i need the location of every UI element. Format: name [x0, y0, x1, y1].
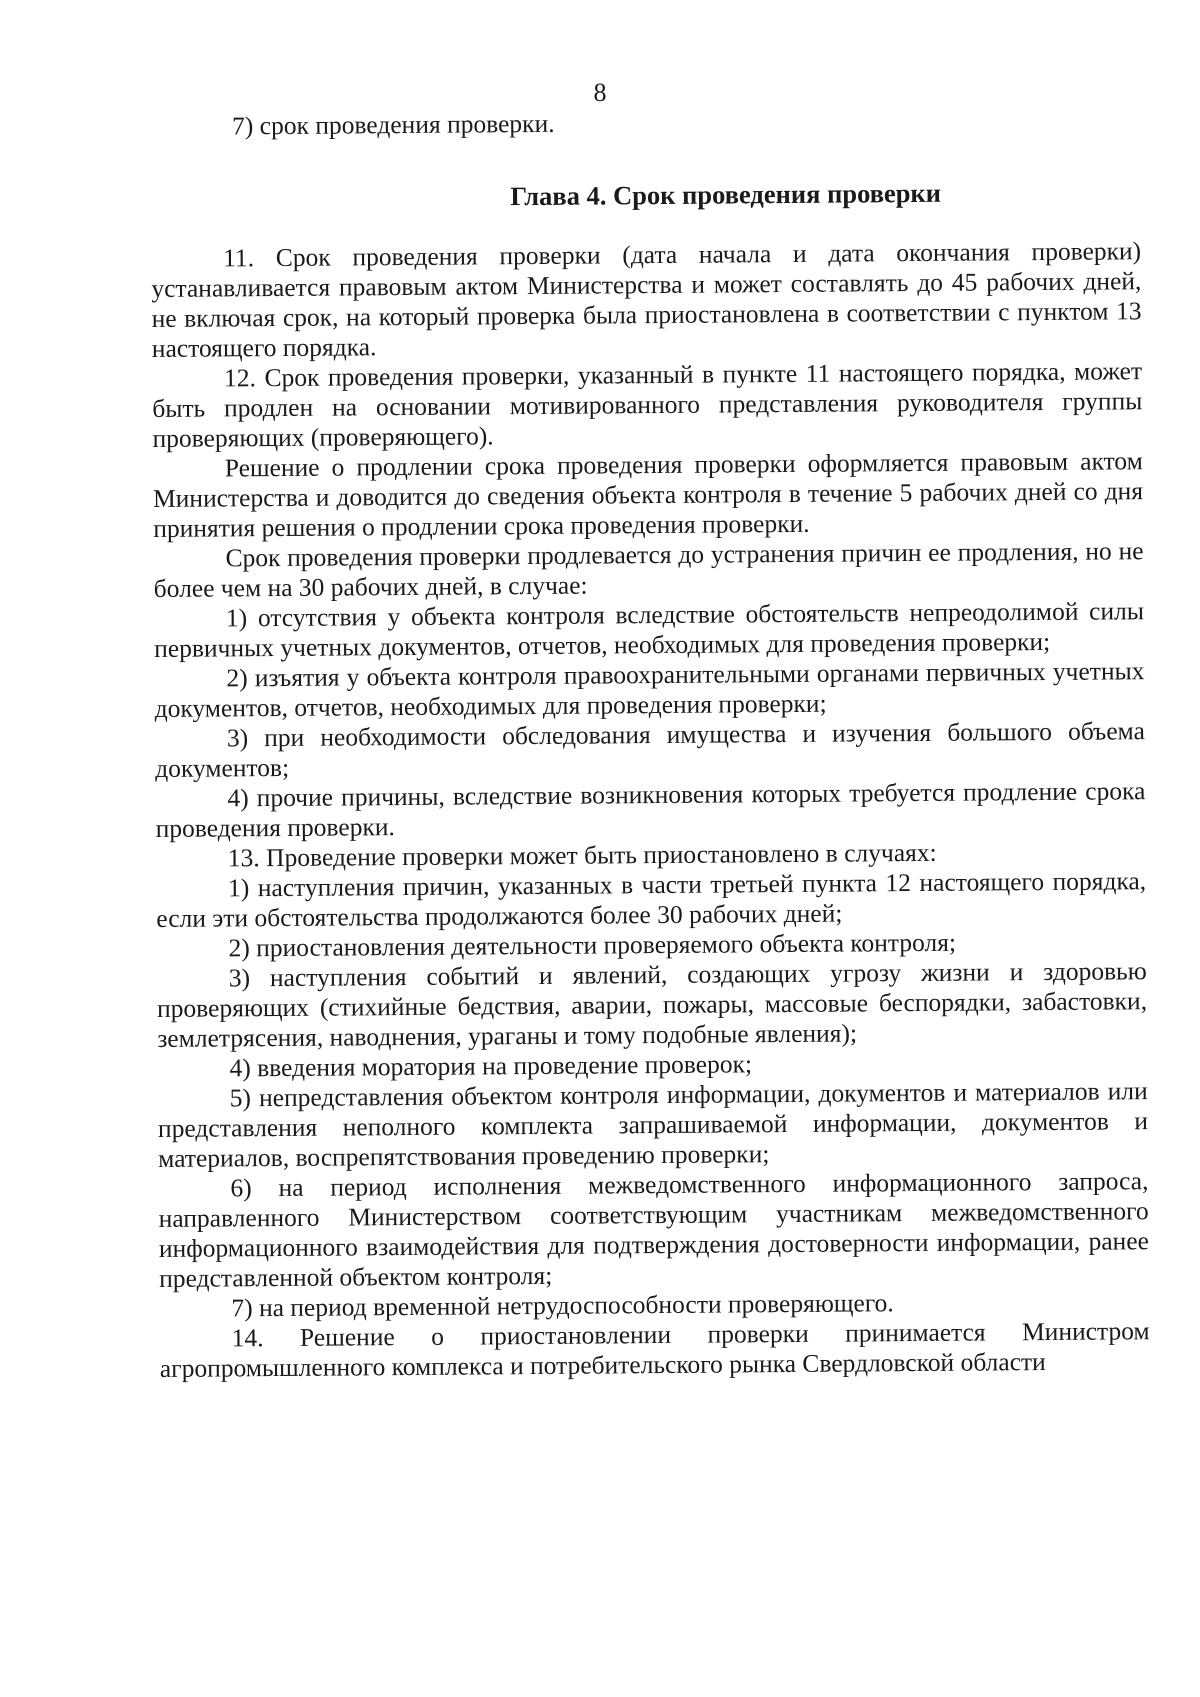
paragraph-14: 14. Решение о приостановлении проверки принимается Министром агропромышленного комплекса и потребительского рынка Свердловской области [159, 1316, 1150, 1383]
suspension-case-1: 1) наступления причин, указанных в части третьей пункта 12 настоящего порядка, если эти обстоятельства продолжаются более 30 рабочих дней; [156, 866, 1147, 933]
suspension-case-7: 7) на период временной нетрудоспособности проверяющего. [231, 1288, 894, 1323]
page-number: 8 [593, 78, 607, 107]
extension-case-3: 3) при необходимости обследования имущества и изучения большого объема документов; [155, 716, 1146, 783]
chapter-heading: Глава 4. Срок проведения проверки [510, 177, 942, 212]
extension-case-1: 1) отсутствия у объекта контроля вследствие обстоятельств непреодолимой силы первичных учетных документов, отчетов, необходимых для проведения проверки; [154, 596, 1145, 663]
suspension-case-4: 4) введения моратория на проведение проверок; [229, 1049, 753, 1083]
suspension-case-6: 6) на период исполнения межведомственного информационного запроса, направленного Министерством соответствующим участникам межведомственного информационного взаимодействия для подтверждения достоверности информации, ранее представленной объектом контроля; [158, 1166, 1150, 1293]
paragraph-12: 12. Срок проведения проверки, указанный в пункте 11 настоящего порядка, может быть продлен на основании мотивированного представления руководителя группы проверяющих (проверяющего). [152, 356, 1143, 453]
paragraph-extension-cases: Срок проведения проверки продлевается до устранения причин ее продления, но не более чем на 30 рабочих дней, в случае: [153, 536, 1144, 603]
paragraph-11: 11. Срок проведения проверки (дата начала и дата окончания проверки) устанавливается правовым актом Министерства и может составлять до 45 рабочих дней, не включая срок, на который проверка была приостановлена в соответствии с пунктом 13 настоящего порядка. [151, 236, 1142, 363]
suspension-case-3: 3) наступления событий и явлений, создающих угрозу жизни и здоровью проверяющих (стихийные бедствия, аварии, пожары, массовые беспорядки, забастовки, землетрясения, наводнения, ураганы и тому подобные явления); [156, 956, 1148, 1053]
paragraph-extension-decision: Решение о продлении срока проведения проверки оформляется правовым актом Министерства и доводится до сведения объекта контроля в течение 5 рабочих дней со дня принятия решения о продлении срока проведения проверки. [152, 446, 1144, 543]
paragraph-13: 13. Проведение проверки может быть приостановлено в случаях: [227, 837, 937, 873]
suspension-case-2: 2) приостановления деятельности проверяемого объекта контроля; [228, 927, 957, 963]
suspension-case-5: 5) непредставления объектом контроля информации, документов и материалов или представления неполного комплекта запрашиваемой информации, документов и материалов, воспрепятствования проведению проверки; [157, 1076, 1149, 1173]
intro-list-item: 7) срок проведения проверки. [231, 108, 555, 141]
document-body [150, 104, 1150, 1384]
extension-case-4: 4) прочие причины, вследствие возникновения которых требуется продление срока проведения проверки. [155, 776, 1146, 843]
extension-case-2: 2) изъятия у объекта контроля правоохранительными органами первичных учетных документов, отчетов, необходимых для проведения проверки; [154, 656, 1145, 723]
